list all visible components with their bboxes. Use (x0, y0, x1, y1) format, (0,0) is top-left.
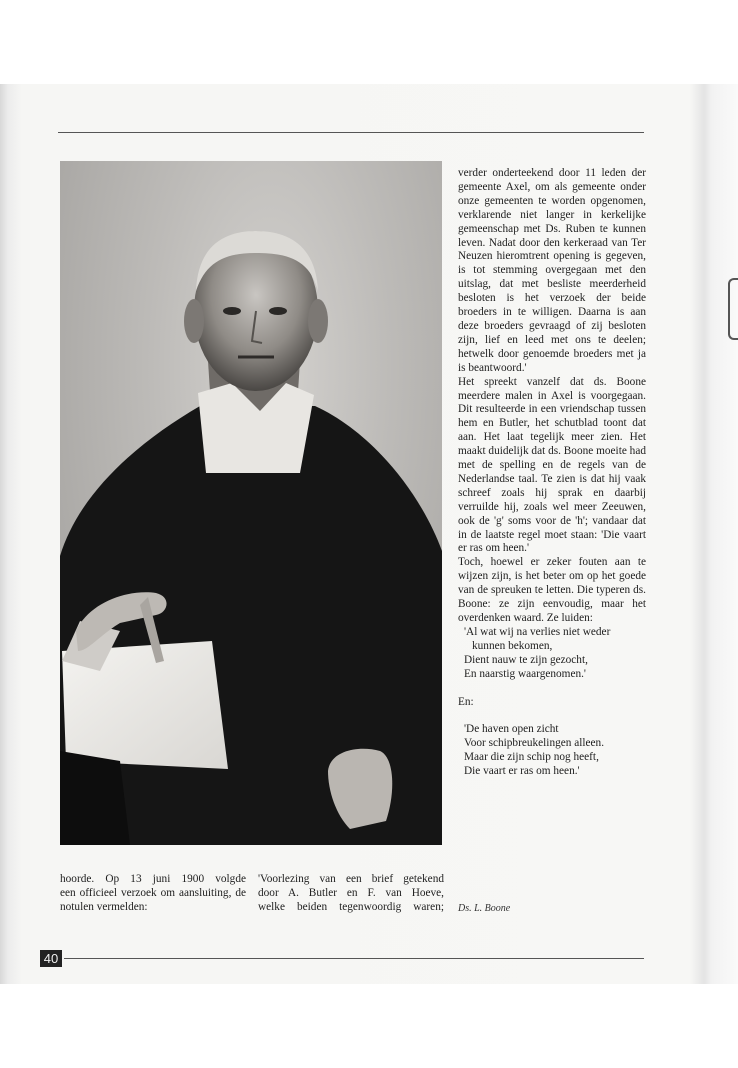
poem-2-line: Voor schipbreukelingen alleen. (464, 737, 605, 750)
bottom-middle-line: door A. Butler en F. van Hoeve, (258, 886, 444, 899)
bottom-left-line: een officieel verzoek om aansluiting, de notulen vermelden: (60, 886, 246, 913)
top-rule (58, 132, 644, 133)
poem-1-line: Dient nauw te zijn gezocht, (464, 653, 588, 666)
bottom-middle-line: welke beiden tegenwoordig waren; (258, 900, 444, 913)
poem-2-line: Die vaart er ras om heen.' (464, 765, 580, 778)
paragraph-2: Het spreekt vanzelf dat ds. Boone meerdere malen in Axel is voorgegaan. Dit resulteerde in een vriendschap tussen hem en Butler, het schutblad toont dat aan. Het laat tegelijk meer zien. Het maakt duidelijk dat ds. Boone moeite had met de spelling en de regels van de Nederlandse taal. Te zien is dat hij vaak schreef zoals hij sprak en daarbij verruilde hij, zoals wel meer Zeeuwen, ook de 'g' soms voor de 'h'; vandaar dat in de laatste regel moet staan: 'Die vaart er ras om heen.' (458, 375, 646, 555)
right-text-column (458, 167, 646, 779)
paragraph-3: Toch, hoewel er zeker fouten aan te wijzen zijn, is het beter om op het goede van de spreuken te letten. Die typeren ds. Boone: ze zijn eenvoudig, maar het overdenken waard. Ze luiden: (458, 556, 646, 624)
page-number: 40 (40, 950, 62, 967)
bottom-left-column (60, 873, 246, 915)
binder-clip (728, 278, 738, 340)
bottom-middle-column (258, 873, 444, 915)
bottom-rule (64, 958, 644, 959)
poem-1 (464, 626, 646, 682)
bottom-middle-line: 'Voorlezing van een brief getekend (258, 873, 444, 885)
poem-2 (464, 723, 646, 779)
poem-1-line: 'Al wat wij na verlies niet weder (464, 625, 611, 638)
en-label: En: (458, 695, 474, 708)
poem-2-line: 'De haven open zicht (464, 723, 559, 736)
signature: Ds. L. Boone (458, 903, 511, 914)
paragraph-1: verder onderteekend door 11 leden der gemeente Axel, om als gemeente onder onze gemeenten te worden opgenomen, verklarende niet langer in kerkelijke gemeenschap met Ds. Ruben te kunnen leven. Nadat door den kerkeraad van Ter Neuzen hieromtrent opening is gegeven, is tot stemming overgegaan met den uitslag, dat met besliste meerderheid besloten is het verzoek der beide broeders in te willigen. Daarna is aan deze broeders gevraagd of zij besloten zijn, lief en leed met ons te deelen; hetwelk door genoemde broeders met ja is beantwoord.' (458, 167, 646, 374)
portrait-photo (60, 161, 442, 845)
poem-1-line: En naarstig waargenomen.' (464, 667, 586, 680)
poem-1-line: kunnen bekomen, (472, 639, 553, 652)
portrait-of-minister (60, 161, 442, 845)
bottom-left-line: hoorde. Op 13 juni 1900 volgde (60, 873, 246, 885)
poem-2-line: Maar die zijn schip nog heeft, (464, 751, 599, 764)
